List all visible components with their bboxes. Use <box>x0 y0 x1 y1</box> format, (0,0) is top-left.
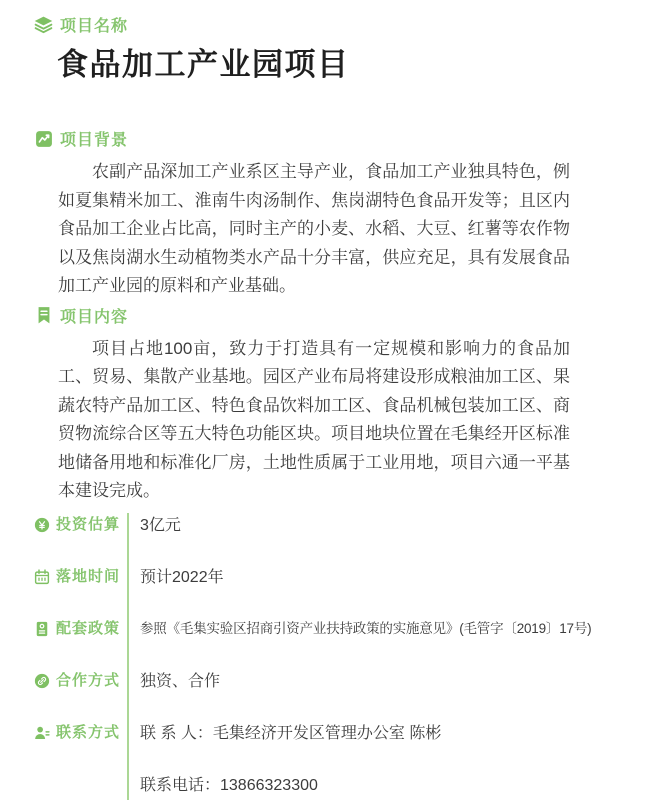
detail-row-policy <box>33 617 624 669</box>
investment-label: 投资估算 <box>56 515 121 533</box>
project-content-text: 项目占地100亩，致力于打造具有一定规模和影响力的食品加工、贸易、集散产业基地。园区产业布局将建设形成粮油加工区、果蔬农特产品加工区、特色食品饮料加工区、食品机械包装加工区、商贸物流综合区等五大特色功能区块。项目地块位置在毛集经开区标准地储备用地和标准化厂房，土地性质属于工业用地，项目六通一平基本建设完成。 <box>58 338 570 500</box>
contact-phone-line: 联系电话：13866323300 <box>140 776 318 794</box>
page-title: 食品加工产业园项目 <box>57 47 350 82</box>
cooperation-value: 独资、合作 <box>127 669 624 721</box>
contact-person-line: 联 系 人：毛集经济开发区管理办公室 陈彬 <box>140 724 442 742</box>
policy-value: 参照《毛集实验区招商引资产业扶持政策的实施意见》(毛管字〔2019〕17号) <box>127 617 624 669</box>
project-background-label: 项目背景 <box>60 132 129 149</box>
detail-row-investment <box>33 513 624 565</box>
layers-icon <box>33 14 54 35</box>
project-name-label: 项目名称 <box>60 18 129 35</box>
investment-value: 3亿元 <box>127 513 624 565</box>
contact-label: 联系方式 <box>56 723 121 741</box>
detail-row-landing-time <box>33 565 624 617</box>
project-background-header <box>33 127 654 150</box>
detail-row-contact <box>33 721 624 800</box>
project-content-label: 项目内容 <box>60 308 129 326</box>
contact-person-icon <box>33 724 51 742</box>
project-background-text: 农副产品深加工产业系区主导产业，食品加工产业独具特色，例如夏集精米加工、淮南牛肉汤制作、焦岗湖特色食品开发等；且区内食品加工企业占比高，同时主产的小麦、水稻、大豆、红薯等农作物以及焦岗湖水生动植物类水产品十分丰富，供应充足，具有发展食品加工产业园的原料和产业基础。 <box>58 162 570 295</box>
landing-time-value: 预计2022年 <box>127 565 624 617</box>
trend-chart-icon <box>33 128 54 149</box>
landing-time-label: 落地时间 <box>56 567 121 585</box>
detail-row-cooperation <box>33 669 624 721</box>
project-name-header <box>33 0 654 36</box>
project-details-list <box>33 513 624 800</box>
money-icon <box>33 516 51 534</box>
calendar-icon <box>33 568 51 586</box>
policy-document-icon <box>33 620 51 638</box>
contact-value <box>127 721 624 800</box>
project-content-header <box>33 304 654 327</box>
cooperation-label: 合作方式 <box>56 671 121 689</box>
policy-label: 配套政策 <box>56 619 121 637</box>
link-icon <box>33 672 51 690</box>
bookmark-document-icon <box>33 305 54 326</box>
